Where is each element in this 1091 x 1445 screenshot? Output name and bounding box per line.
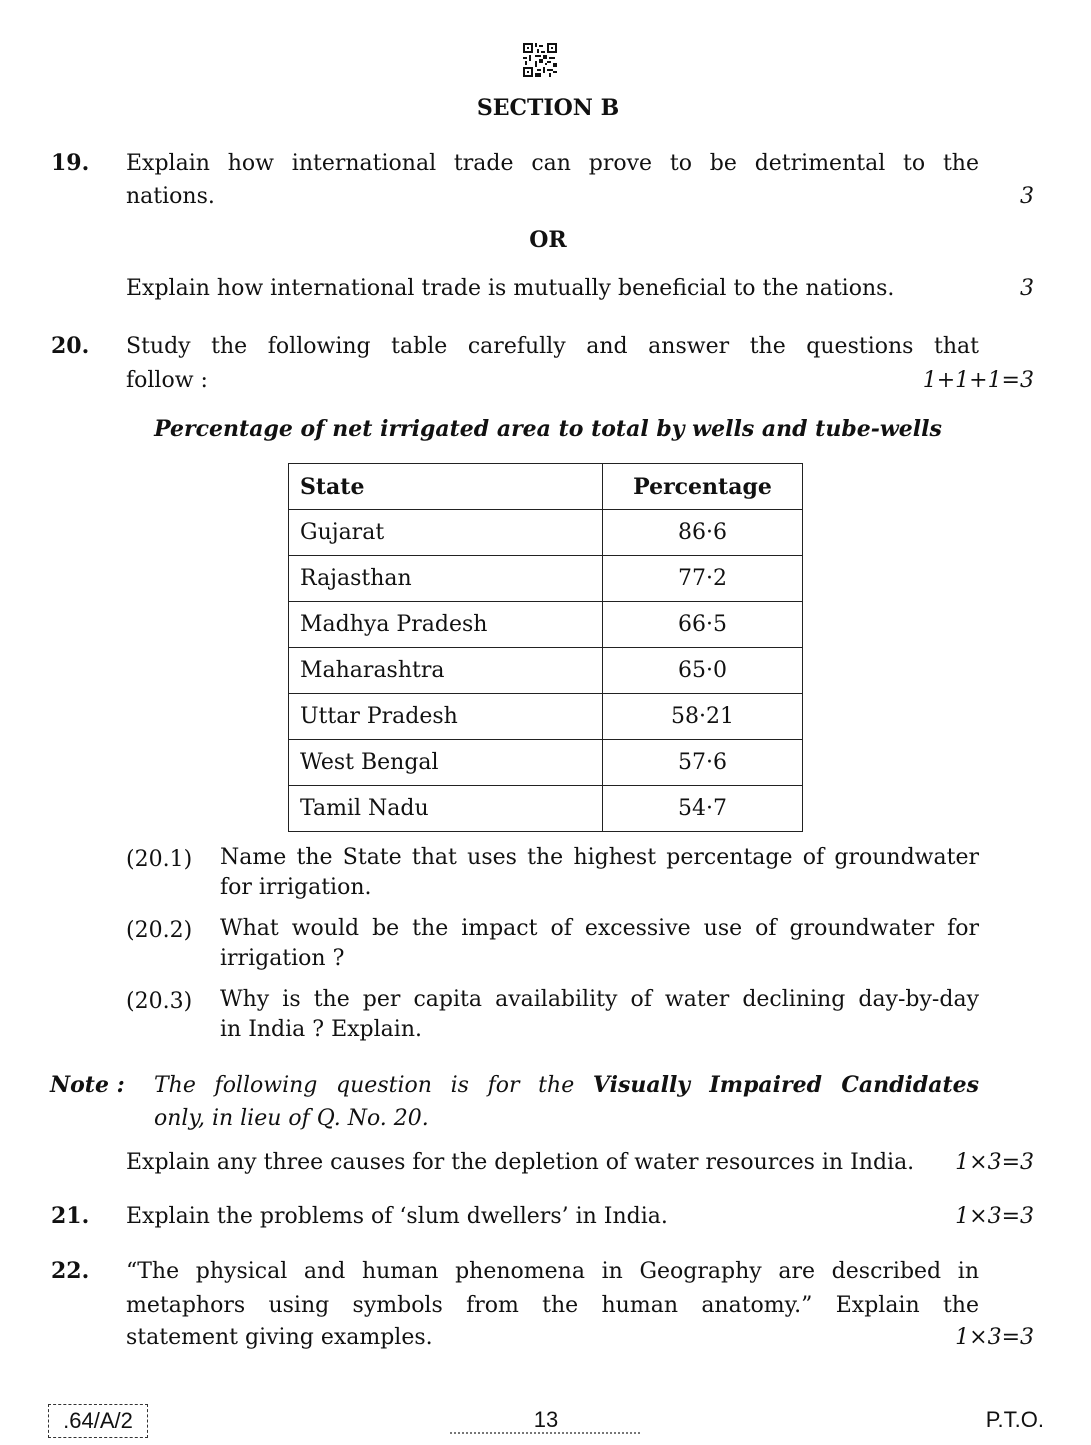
state-cell: West Bengal — [289, 740, 603, 786]
qr-code-icon — [523, 43, 557, 77]
percentage-cell: 65·0 — [603, 648, 803, 694]
question-number-21: 21. — [51, 1203, 90, 1229]
table-row — [289, 740, 803, 786]
section-title: SECTION B — [476, 95, 620, 121]
percentage-cell: 77·2 — [603, 556, 803, 602]
subquestion-20-1 — [220, 843, 979, 903]
percentage-cell: 58·21 — [603, 694, 803, 740]
table-row — [289, 786, 803, 832]
column-header-state: State — [289, 464, 603, 510]
percentage-cell: 66·5 — [603, 602, 803, 648]
state-cell: Uttar Pradesh — [289, 694, 603, 740]
table-title: Percentage of net irrigated area to total by wells and tube-wells — [154, 416, 942, 442]
percentage-cell: 86·6 — [603, 510, 803, 556]
footer-divider — [450, 1432, 640, 1436]
table-row — [289, 602, 803, 648]
question-22-line1: “The physical and human phenomena in Geography are described in — [126, 1259, 979, 1284]
state-cell: Tamil Nadu — [289, 786, 603, 832]
subquestion-line: Name the State that uses the highest percentage of groundwater — [220, 845, 979, 870]
subquestion-line: for irrigation. — [220, 875, 372, 900]
question-21-marks: 1×3=3 — [955, 1204, 1034, 1229]
question-19-alternative: Explain how international trade is mutually beneficial to the nations. — [126, 276, 895, 301]
question-number-20: 20. — [51, 333, 90, 359]
page-number: 13 — [533, 1407, 559, 1432]
question-21-text: Explain the problems of ‘slum dwellers’ in India. — [126, 1204, 668, 1229]
note-line1-text: The following question is for the — [154, 1073, 593, 1098]
question-19-line2: nations. — [126, 184, 215, 209]
question-22-line3: statement giving examples. — [126, 1325, 433, 1350]
pto-label: P.T.O. — [985, 1407, 1044, 1432]
note-line2: only, in lieu of Q. No. 20. — [154, 1106, 429, 1131]
table-row — [289, 556, 803, 602]
question-19-line1: Explain how international trade can prove to be detrimental to the — [126, 151, 979, 176]
question-22-line2: metaphors using symbols from the human anatomy.” Explain the — [126, 1293, 979, 1318]
subquestion-line: in India ? Explain. — [220, 1017, 422, 1042]
subquestion-line: irrigation ? — [220, 946, 345, 971]
question-22-marks: 1×3=3 — [955, 1325, 1034, 1350]
note-marks: 1×3=3 — [955, 1150, 1034, 1175]
question-19-marks: 3 — [1020, 184, 1034, 209]
subquestion-20-3 — [220, 985, 979, 1045]
question-20-line1: Study the following table carefully and answer the questions that — [126, 334, 979, 359]
irrigation-table — [288, 463, 803, 832]
note-question: Explain any three causes for the depletion of water resources in India. — [126, 1150, 915, 1175]
column-header-percentage: Percentage — [603, 464, 803, 510]
state-cell: Madhya Pradesh — [289, 602, 603, 648]
question-19-alt-marks: 3 — [1020, 276, 1034, 301]
state-cell: Maharashtra — [289, 648, 603, 694]
note-emphasis: Visually Impaired Candidates — [592, 1072, 979, 1098]
percentage-cell: 54·7 — [603, 786, 803, 832]
note-line1 — [154, 1069, 979, 1102]
subquestion-20-2 — [220, 914, 979, 974]
subquestion-line: What would be the impact of excessive use of groundwater for — [220, 916, 979, 941]
percentage-cell: 57·6 — [603, 740, 803, 786]
question-20-line2: follow : — [126, 368, 208, 393]
state-cell: Gujarat — [289, 510, 603, 556]
subquestion-line: Why is the per capita availability of water declining day-by-day — [220, 987, 979, 1012]
paper-code: .64/A/2 — [48, 1404, 148, 1438]
table-row — [289, 694, 803, 740]
question-20-marks: 1+1+1=3 — [922, 368, 1034, 393]
note-label: Note : — [50, 1072, 125, 1098]
table-row — [289, 648, 803, 694]
or-separator: OR — [529, 227, 567, 253]
question-number-19: 19. — [51, 150, 90, 176]
subquestion-label: (20.1) — [126, 847, 193, 872]
subquestion-label: (20.3) — [126, 989, 193, 1014]
state-cell: Rajasthan — [289, 556, 603, 602]
question-number-22: 22. — [51, 1258, 90, 1284]
table-row — [289, 510, 803, 556]
table-header-row — [289, 464, 803, 510]
subquestion-label: (20.2) — [126, 918, 193, 943]
